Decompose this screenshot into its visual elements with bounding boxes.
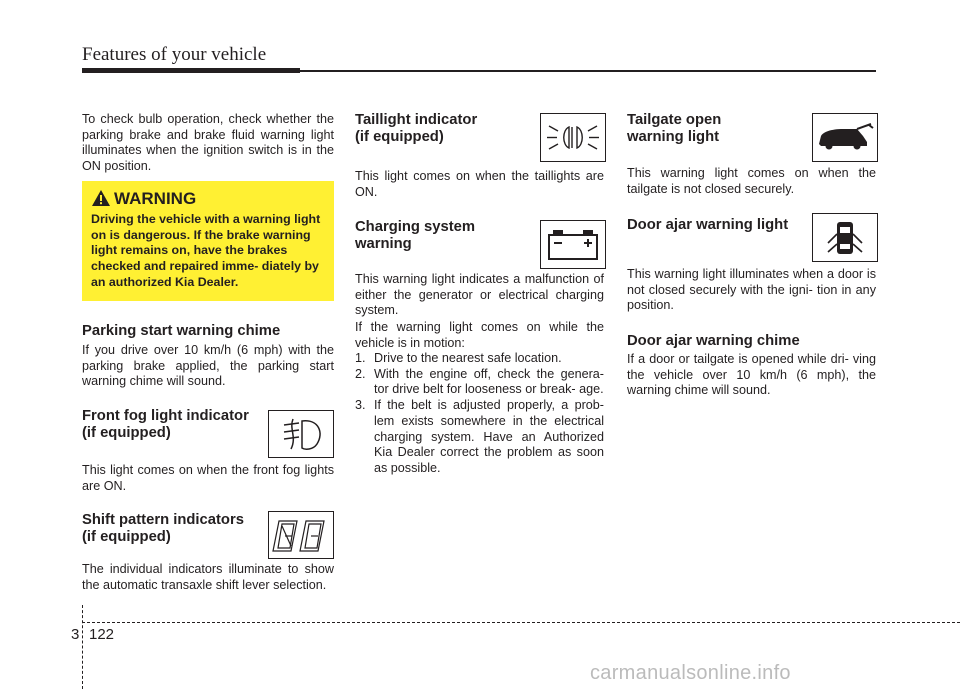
step-text: If the belt is adjusted properly, a prob- lem exists somewhere in the electrical charging system. Have an Authorized Kia Dealer correct the problem as soon as possible. — [374, 398, 604, 475]
taillight-icon-box — [540, 113, 606, 162]
taillight-heading — [355, 112, 477, 145]
battery-icon-box — [540, 220, 606, 269]
header-rule-thin — [300, 70, 876, 72]
shift-pattern-heading-line2: (if equipped) — [82, 528, 171, 545]
step-text: With the engine off, check the genera- tor drive belt for looseness or break- age. — [374, 366, 604, 397]
charging-heading — [355, 219, 475, 252]
taillight-heading-line2: (if equipped) — [355, 128, 444, 145]
shift-pattern-heading — [82, 512, 244, 545]
door-ajar-icon — [813, 214, 877, 261]
warning-box — [82, 181, 334, 301]
taillight-heading-line1: Taillight indicator — [355, 112, 478, 128]
door-ajar-icon-box — [812, 213, 878, 262]
tailgate-open-icon — [813, 114, 877, 161]
fog-light-text: This light comes on when the front fog lights are ON. — [82, 463, 334, 493]
shift-pattern-heading-line1: Shift pattern indicators — [82, 512, 244, 528]
tailgate-heading-line2: warning light — [627, 128, 720, 145]
warning-title: WARNING — [114, 189, 197, 208]
warning-triangle-icon — [92, 190, 110, 206]
page-number: 122 — [89, 626, 115, 643]
footer-rule — [82, 622, 960, 623]
battery-icon — [541, 221, 605, 268]
header-rule-thick — [82, 68, 300, 73]
fog-light-icon-box — [268, 410, 334, 458]
tailgate-icon-box — [812, 113, 878, 162]
door-ajar-chime-heading: Door ajar warning chime — [627, 333, 800, 349]
fog-light-heading — [82, 408, 249, 441]
list-item — [355, 398, 604, 477]
step-number: 2. — [355, 366, 366, 381]
step-number: 3. — [355, 398, 366, 413]
shift-pattern-icon — [269, 512, 333, 558]
parking-chime-text: If you drive over 10 km/h (6 mph) with the parking brake applied, the parking start warning chime will sound. — [82, 343, 334, 389]
charging-text-2: If the warning light comes on while the vehicle is in motion: — [355, 320, 604, 350]
footer-divider — [82, 605, 83, 689]
door-ajar-light-text: This warning light illuminates when a door is not closed securely with the igni- tion in any position. — [627, 267, 876, 313]
taillight-text: This light comes on when the taillights are ON. — [355, 169, 604, 199]
watermark: carmanualsonline.info — [590, 662, 791, 684]
fog-light-heading-line1: Front fog light indicator — [82, 408, 249, 424]
chapter-number: 3 — [71, 626, 80, 643]
tailgate-heading-line1: Tailgate open — [627, 112, 722, 128]
column-1 — [82, 112, 334, 175]
list-item — [355, 351, 604, 367]
step-text: Drive to the nearest safe location. — [374, 351, 562, 365]
list-item — [355, 367, 604, 398]
shift-pattern-text: The individual indicators illuminate to show the automatic transaxle shift lever selection. — [82, 562, 334, 592]
bulb-check-intro: To check bulb operation, check whether the parking brake and brake fluid warning light illuminates when the ignition switch is in the ON position. — [82, 112, 334, 174]
door-ajar-chime-text: If a door or tailgate is opened while dri- ving the vehicle over 10 km/h (6 mph), the warning chime will sound. — [627, 352, 876, 398]
charging-heading-line2: warning — [355, 235, 412, 252]
step-number: 1. — [355, 351, 366, 365]
page-header-title: Features of your vehicle — [82, 44, 267, 65]
taillight-icon — [541, 114, 605, 161]
tailgate-heading — [627, 112, 721, 145]
door-ajar-light-heading: Door ajar warning light — [627, 217, 789, 233]
charging-steps-list — [355, 351, 604, 477]
charging-text-1: This warning light indicates a malfunction of either the generator or electrical charging system. — [355, 272, 604, 318]
warning-text: Driving the vehicle with a warning light on is dangerous. If the brake warning light remains on, have the brakes checked and repaired imme- diately by an authorized Kia Dealer. — [91, 212, 321, 289]
shift-pattern-icon-box — [268, 511, 334, 559]
front-fog-light-icon — [269, 411, 333, 457]
parking-chime-heading: Parking start warning chime — [82, 323, 281, 339]
fog-light-heading-line2: (if equipped) — [82, 424, 171, 441]
tailgate-text: This warning light comes on when the tailgate is not closed securely. — [627, 166, 876, 196]
charging-heading-line1: Charging system — [355, 219, 476, 235]
